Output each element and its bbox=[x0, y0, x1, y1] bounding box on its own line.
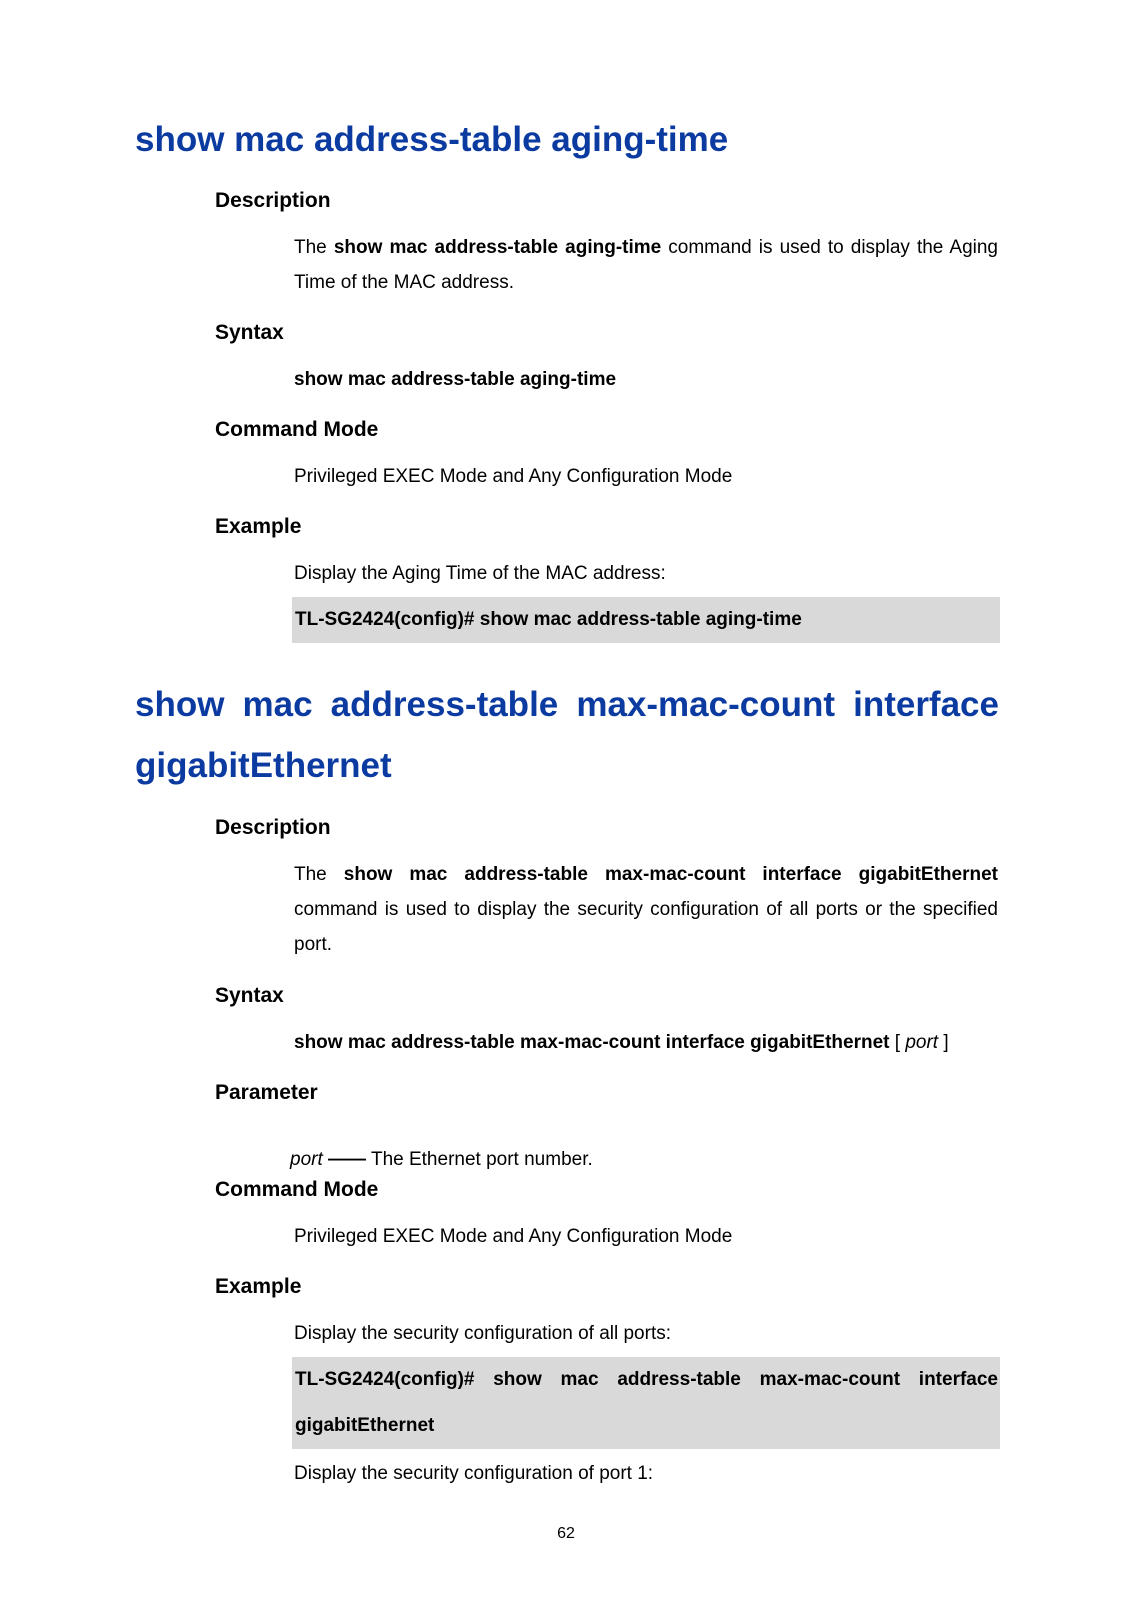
syntax-heading: Syntax bbox=[215, 984, 284, 1007]
syntax-text: show mac address-table aging-time bbox=[294, 369, 617, 390]
command-name: show mac address-table max-mac-count interface gigabitEthernet bbox=[343, 864, 998, 885]
section-title-line2: gigabitEthernet bbox=[135, 746, 392, 785]
description-text: The show mac address-table aging-time command is used to display the Aging Time of the MAC address. bbox=[294, 237, 998, 293]
command-mode-text: Privileged EXEC Mode and Any Configuration Mode bbox=[294, 1226, 733, 1247]
section-title: show mac address-table aging-time bbox=[135, 120, 729, 159]
example-heading: Example bbox=[215, 1275, 302, 1298]
section-title-line1: show mac address-table max-mac-count interface bbox=[135, 685, 999, 724]
parameter-heading: Parameter bbox=[215, 1081, 318, 1104]
code-line: TL-SG2424(config)# show mac address-table max-mac-count interface bbox=[295, 1369, 998, 1390]
example-code-block bbox=[292, 1357, 1000, 1449]
command-mode-text: Privileged EXEC Mode and Any Configuration Mode bbox=[294, 466, 733, 487]
example-text: Display the security configuration of port 1: bbox=[294, 1463, 654, 1484]
syntax-text: show mac address-table max-mac-count interface gigabitEthernet [ port ] bbox=[294, 1032, 949, 1053]
syntax-heading: Syntax bbox=[215, 321, 284, 344]
command-name: show mac address-table aging-time bbox=[333, 237, 662, 258]
command-mode-heading: Command Mode bbox=[215, 1178, 379, 1201]
example-code-block: TL-SG2424(config)# show mac address-table aging-time bbox=[292, 597, 1000, 643]
example-heading: Example bbox=[215, 515, 302, 538]
syntax-argument: port bbox=[905, 1032, 939, 1053]
code-line: gigabitEthernet bbox=[295, 1415, 435, 1436]
parameter-item: port —— The Ethernet port number. bbox=[290, 1149, 593, 1170]
description-heading: Description bbox=[215, 189, 331, 212]
example-text: Display the Aging Time of the MAC address: bbox=[294, 563, 666, 584]
page-number: 62 bbox=[557, 1525, 575, 1542]
command-mode-heading: Command Mode bbox=[215, 418, 379, 441]
description-text: The show mac address-table max-mac-count interface gigabitEthernet command is used to display the security configuration of all ports or the specified port. bbox=[294, 864, 998, 955]
parameter-name: port bbox=[290, 1149, 323, 1170]
description-heading: Description bbox=[215, 816, 331, 839]
example-text: Display the security configuration of all ports: bbox=[294, 1323, 672, 1344]
